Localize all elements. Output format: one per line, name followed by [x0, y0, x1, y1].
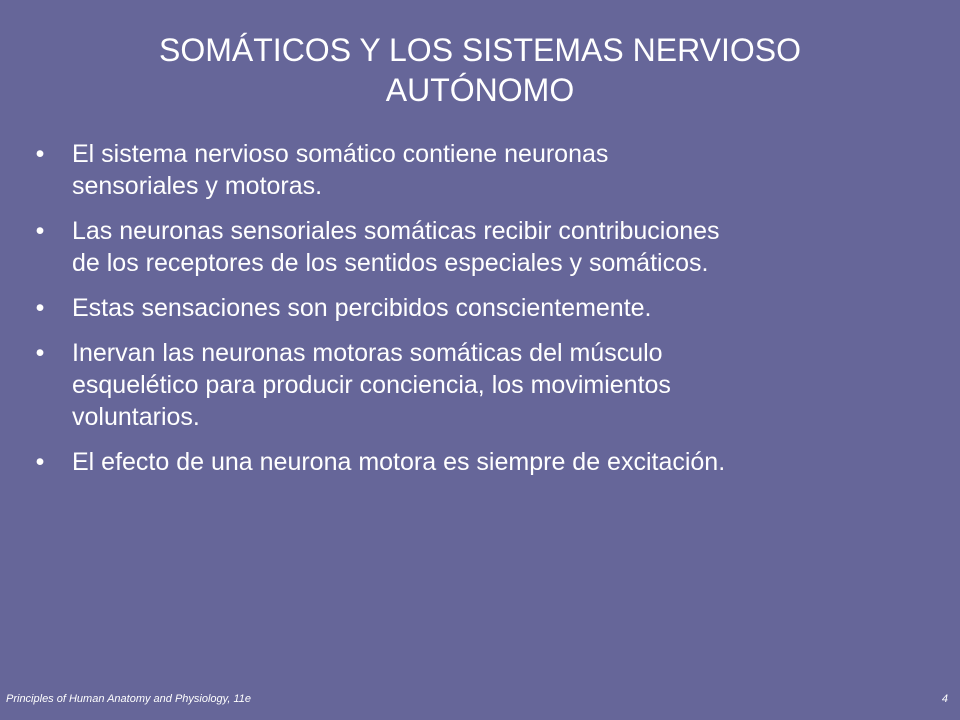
bullet-line: Las neuronas sensoriales somáticas recibir contribuciones: [72, 217, 720, 245]
bullet-marker: •: [35, 140, 45, 168]
bullet-line: voluntarios.: [72, 403, 200, 431]
bullet-line: El efecto de una neurona motora es siempre de excitación.: [72, 448, 726, 476]
bullet-line: Estas sensaciones son percibidos conscientemente.: [72, 294, 652, 322]
bullet-item: [30, 215, 910, 279]
bullet-marker: •: [35, 339, 45, 367]
page-number: 4: [941, 693, 948, 705]
bullet-marker: •: [35, 217, 45, 245]
bullet-line: de los receptores de los sentidos especiales y somáticos.: [72, 249, 709, 277]
bullet-line: El sistema nervioso somático contiene neuronas: [72, 140, 609, 168]
title-line-1: SOMÁTICOS Y LOS SISTEMAS NERVIOSO: [159, 32, 801, 68]
slide-title: [60, 30, 900, 110]
title-line-2: AUTÓNOMO: [385, 72, 575, 108]
bullet-list: [30, 138, 910, 491]
bullet-item: [30, 446, 910, 478]
bullet-item: [30, 138, 910, 202]
bullet-item: [30, 292, 910, 324]
bullet-line: esquelético para producir conciencia, los movimientos: [72, 371, 671, 399]
bullet-marker: •: [35, 448, 45, 476]
footer-book-title: Principles of Human Anatomy and Physiology, 11e: [6, 693, 251, 705]
bullet-item: [30, 337, 910, 433]
bullet-line: Inervan las neuronas motoras somáticas del músculo: [72, 339, 663, 367]
bullet-marker: •: [35, 294, 45, 322]
bullet-line: sensoriales y motoras.: [72, 172, 323, 200]
